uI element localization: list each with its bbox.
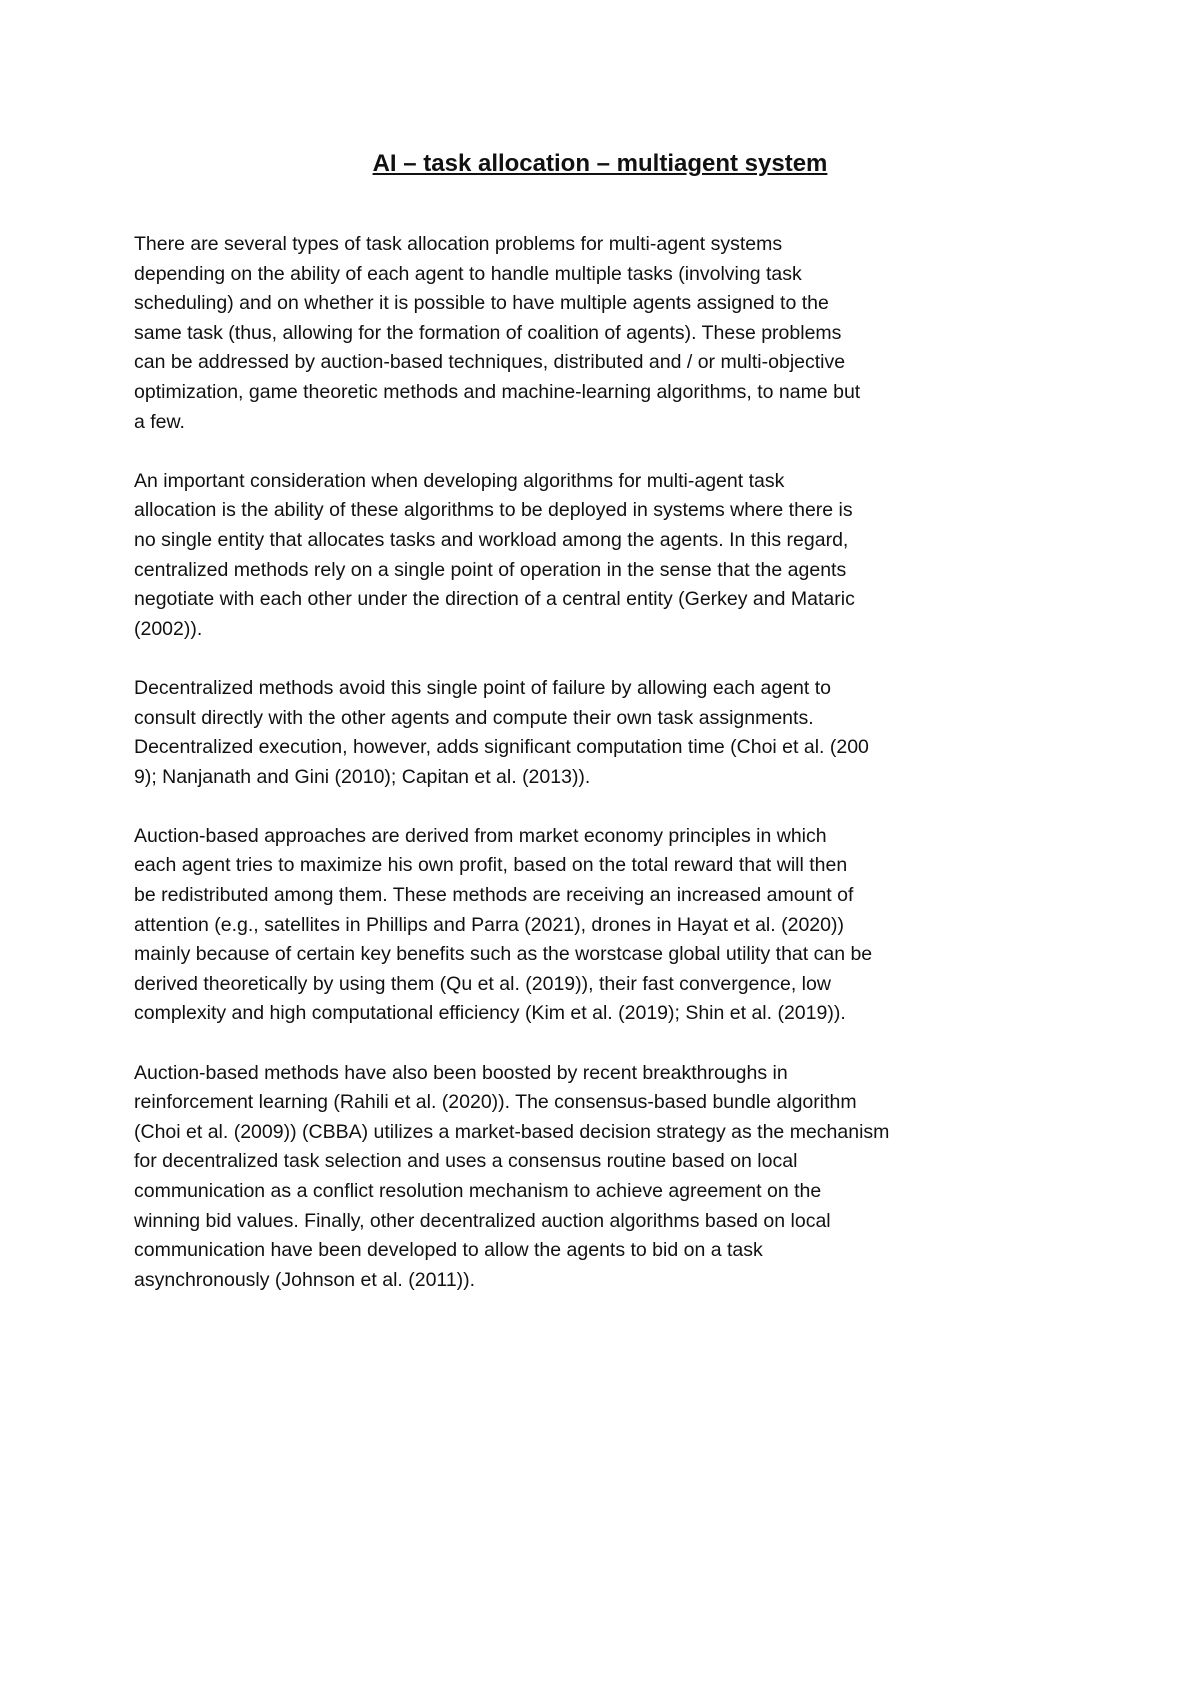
text-line: communication have been developed to allow the agents to bid on a task bbox=[134, 1239, 763, 1262]
paragraph bbox=[134, 674, 1034, 792]
text-line: Auction-based approaches are derived from market economy principles in which bbox=[134, 824, 827, 847]
text-line: 9); Nanjanath and Gini (2010); Capitan et al. (2013)). bbox=[134, 765, 591, 788]
text-line: reinforcement learning (Rahili et al. (2020)). The consensus-based bundle algorithm bbox=[134, 1091, 857, 1114]
text-line: Decentralized methods avoid this single point of failure by allowing each agent to bbox=[134, 676, 832, 699]
text-line: centralized methods rely on a single point of operation in the sense that the agents bbox=[134, 558, 847, 581]
text-line: optimization, game theoretic methods and machine-learning algorithms, to name but bbox=[134, 380, 861, 403]
text-line: (2002)). bbox=[134, 617, 203, 640]
text-line: winning bid values. Finally, other decentralized auction algorithms based on local bbox=[134, 1209, 831, 1232]
text-line: a few. bbox=[134, 410, 185, 433]
text-line: no single entity that allocates tasks and workload among the agents. In this regard, bbox=[134, 528, 849, 551]
text-line: for decentralized task selection and uses a consensus routine based on local bbox=[134, 1150, 798, 1173]
text-line: attention (e.g., satellites in Phillips and Parra (2021), drones in Hayat et al. (2020)) bbox=[134, 913, 844, 936]
text-line: depending on the ability of each agent to handle multiple tasks (involving task bbox=[134, 262, 802, 285]
text-line: asynchronously (Johnson et al. (2011)). bbox=[134, 1268, 476, 1291]
text-line: An important consideration when developing algorithms for multi-agent task bbox=[134, 469, 785, 492]
text-line: can be addressed by auction-based techniques, distributed and / or multi-objective bbox=[134, 351, 846, 374]
text-line: consult directly with the other agents and compute their own task assignments. bbox=[134, 706, 814, 729]
paragraph bbox=[134, 822, 1034, 1029]
text-line: mainly because of certain key benefits such as the worstcase global utility that can be bbox=[134, 943, 873, 966]
text-line: scheduling) and on whether it is possible to have multiple agents assigned to the bbox=[134, 292, 829, 315]
text-line: (Choi et al. (2009)) (CBBA) utilizes a market-based decision strategy as the mechanism bbox=[134, 1120, 890, 1143]
paragraph bbox=[134, 1059, 1034, 1296]
text-line: There are several types of task allocation problems for multi-agent systems bbox=[134, 233, 783, 255]
document-body bbox=[134, 230, 1034, 1325]
text-line: derived theoretically by using them (Qu et al. (2019)), their fast convergence, low bbox=[134, 972, 831, 995]
text-line: negotiate with each other under the direction of a central entity (Gerkey and Mataric bbox=[134, 588, 855, 611]
text-line: communication as a conflict resolution mechanism to achieve agreement on the bbox=[134, 1180, 822, 1202]
text-line: complexity and high computational efficiency (Kim et al. (2019); Shin et al. (2019)). bbox=[134, 1002, 846, 1025]
text-line: each agent tries to maximize his own profit, based on the total reward that will then bbox=[134, 854, 848, 877]
text-line: Decentralized execution, however, adds significant computation time (Choi et al. (200 bbox=[134, 736, 869, 759]
document-title: AI – task allocation – multiagent system bbox=[372, 150, 828, 177]
text-line: Auction-based methods have also been boosted by recent breakthroughs in bbox=[134, 1061, 788, 1084]
paragraph bbox=[134, 230, 1034, 437]
text-line: allocation is the ability of these algorithms to be deployed in systems where there is bbox=[134, 499, 853, 522]
text-line: same task (thus, allowing for the formation of coalition of agents). These problems bbox=[134, 321, 842, 344]
text-line: be redistributed among them. These methods are receiving an increased amount of bbox=[134, 884, 854, 907]
paragraph bbox=[134, 467, 1034, 645]
